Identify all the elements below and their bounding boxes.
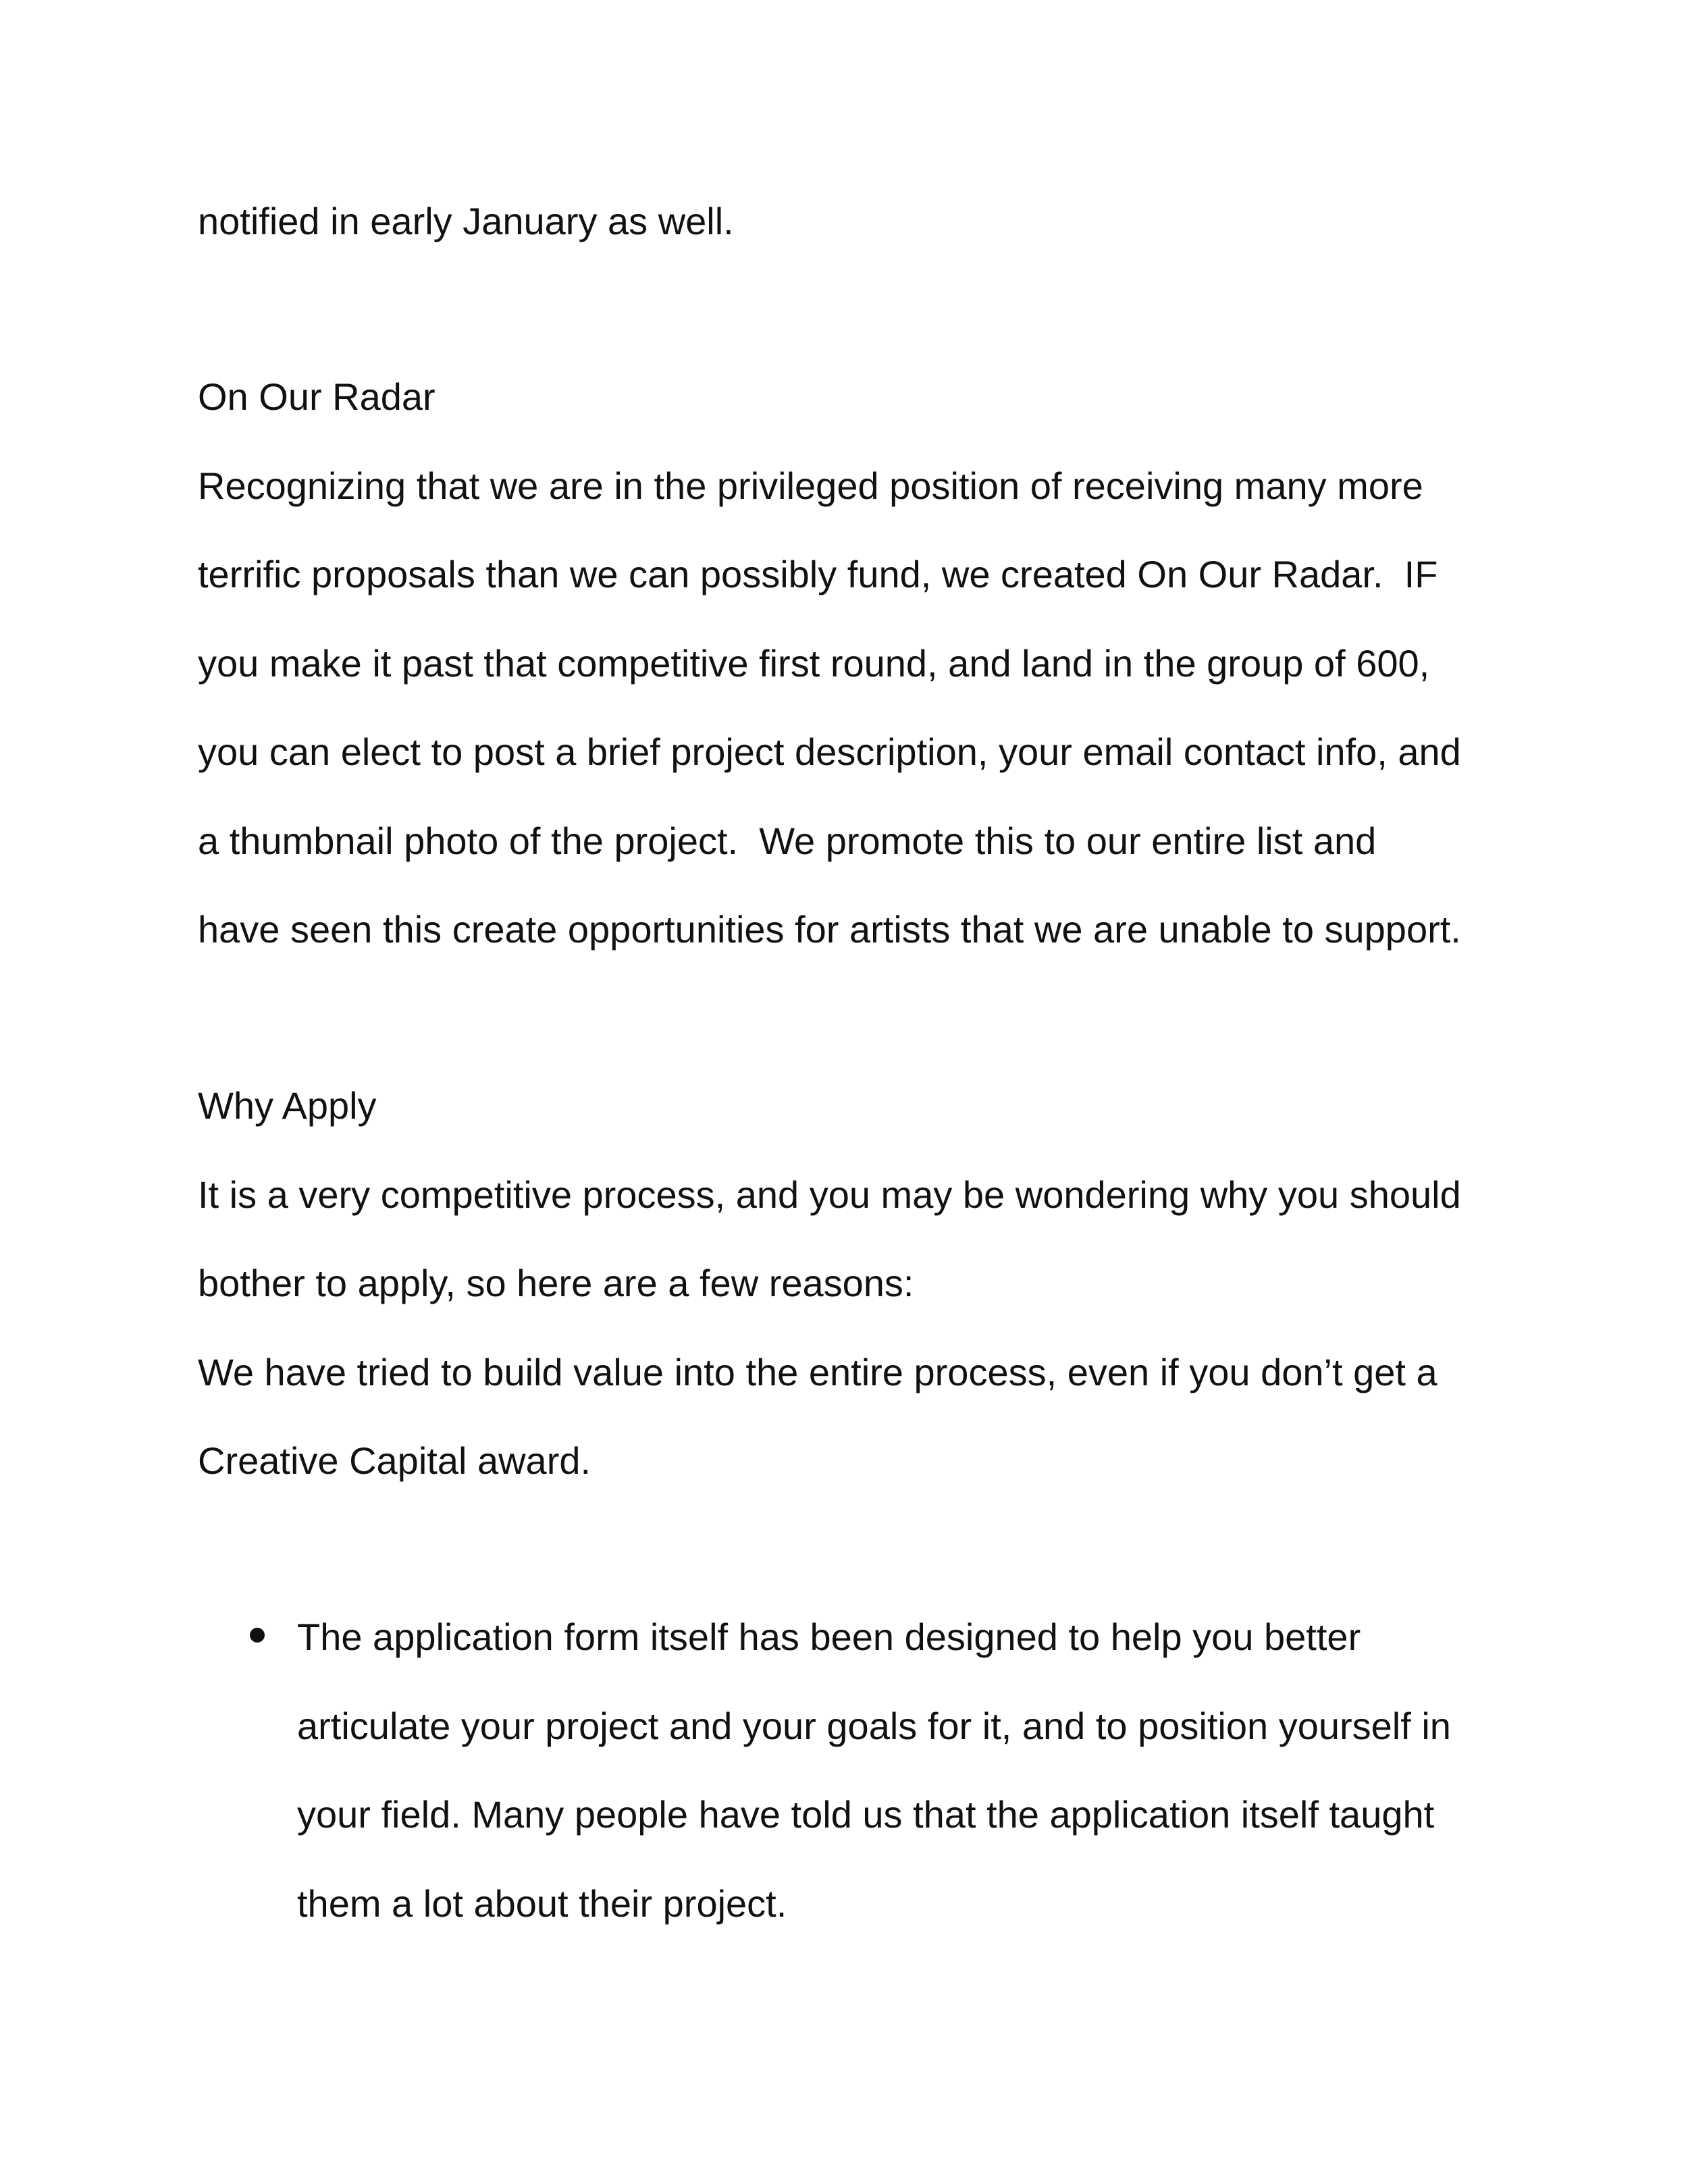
paragraph-line: terrific proposals than we can possibly fund, we created On Our Radar. IF: [198, 553, 1438, 595]
paragraph-line: you can elect to post a brief project description, your email contact info, and: [198, 730, 1461, 773]
paragraph-line: a thumbnail photo of the project. We promote this to our entire list and: [198, 820, 1377, 862]
bullet-text-line: them a lot about their project.: [297, 1882, 787, 1925]
section-heading-why-apply: Why Apply: [198, 1084, 377, 1127]
paragraph-line: you make it past that competitive first round, and land in the group of 600,: [198, 642, 1430, 685]
bullet-text-line: The application form itself has been designed to help you better: [297, 1616, 1361, 1658]
bullet-text-line: articulate your project and your goals for it, and to position yourself in: [297, 1705, 1451, 1747]
bullet-dot-icon: [250, 1628, 265, 1643]
paragraph-line: We have tried to build value into the entire process, even if you don’t get a: [198, 1351, 1438, 1393]
bullet-text-line: your field. Many people have told us that the application itself taught: [297, 1793, 1435, 1836]
paragraph-line: bother to apply, so here are a few reasons:: [198, 1262, 914, 1304]
paragraph-line: Creative Capital award.: [198, 1439, 591, 1482]
paragraph-line: Recognizing that we are in the privileged position of receiving many more: [198, 464, 1423, 507]
section-heading-on-our-radar: On Our Radar: [198, 375, 436, 418]
intro-text: notified in early January as well.: [198, 200, 734, 242]
paragraph-line: have seen this create opportunities for artists that we are unable to support.: [198, 908, 1461, 951]
paragraph-line: It is a very competitive process, and you may be wondering why you should: [198, 1173, 1461, 1216]
